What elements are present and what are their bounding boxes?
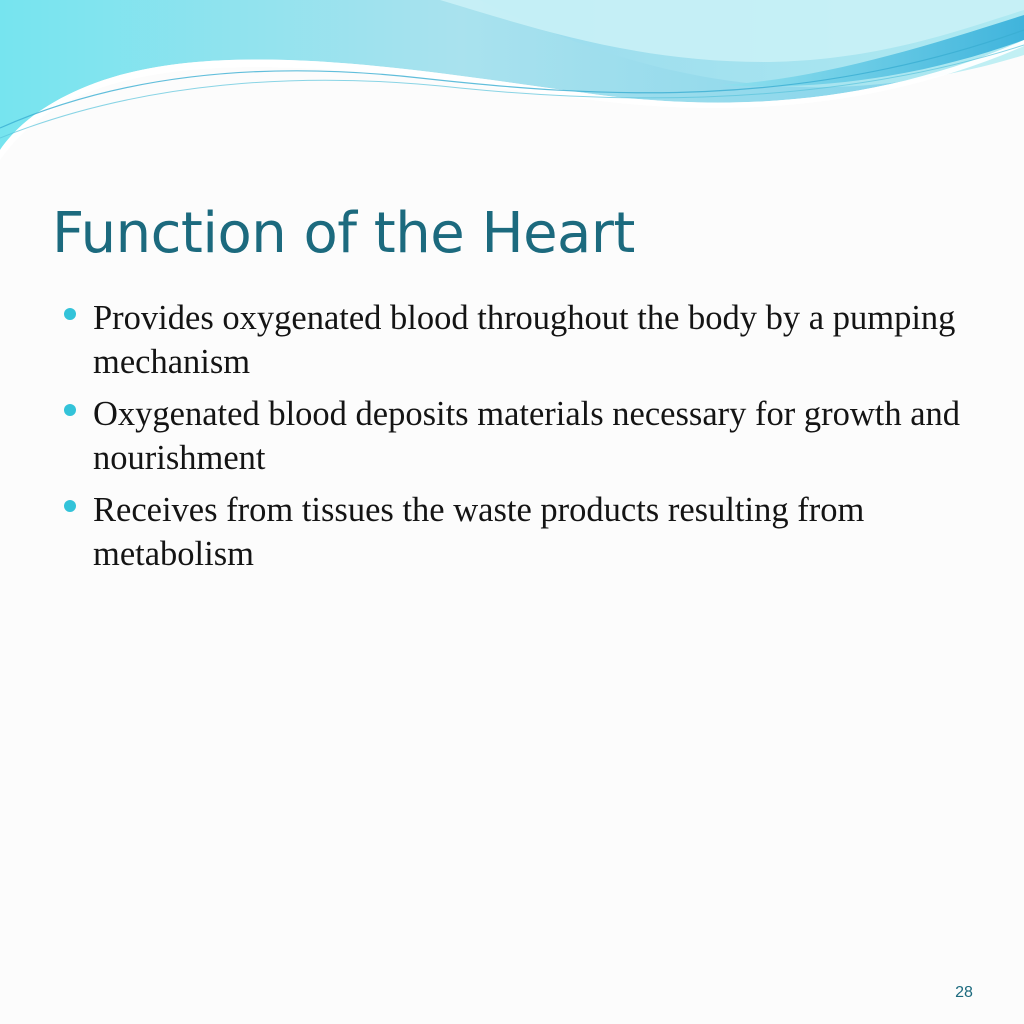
bullet-text: Receives from tissues the waste products resulting from metabolism bbox=[93, 491, 865, 573]
bullet-item bbox=[62, 296, 962, 384]
bullet-item bbox=[62, 488, 962, 576]
bullet-item bbox=[62, 392, 962, 480]
bullet-text: Provides oxygenated blood throughout the body by a pumping mechanism bbox=[93, 299, 956, 381]
bullet-dot-icon bbox=[64, 500, 76, 512]
header-wave-decoration bbox=[0, 0, 1024, 170]
bullet-dot-icon bbox=[64, 404, 76, 416]
slide-title: Function of the Heart bbox=[52, 201, 635, 266]
bullet-text: Oxygenated blood deposits materials necessary for growth and nourishment bbox=[93, 395, 961, 477]
bullet-list bbox=[62, 296, 962, 584]
page-number: 28 bbox=[955, 984, 973, 1001]
bullet-dot-icon bbox=[64, 308, 76, 320]
